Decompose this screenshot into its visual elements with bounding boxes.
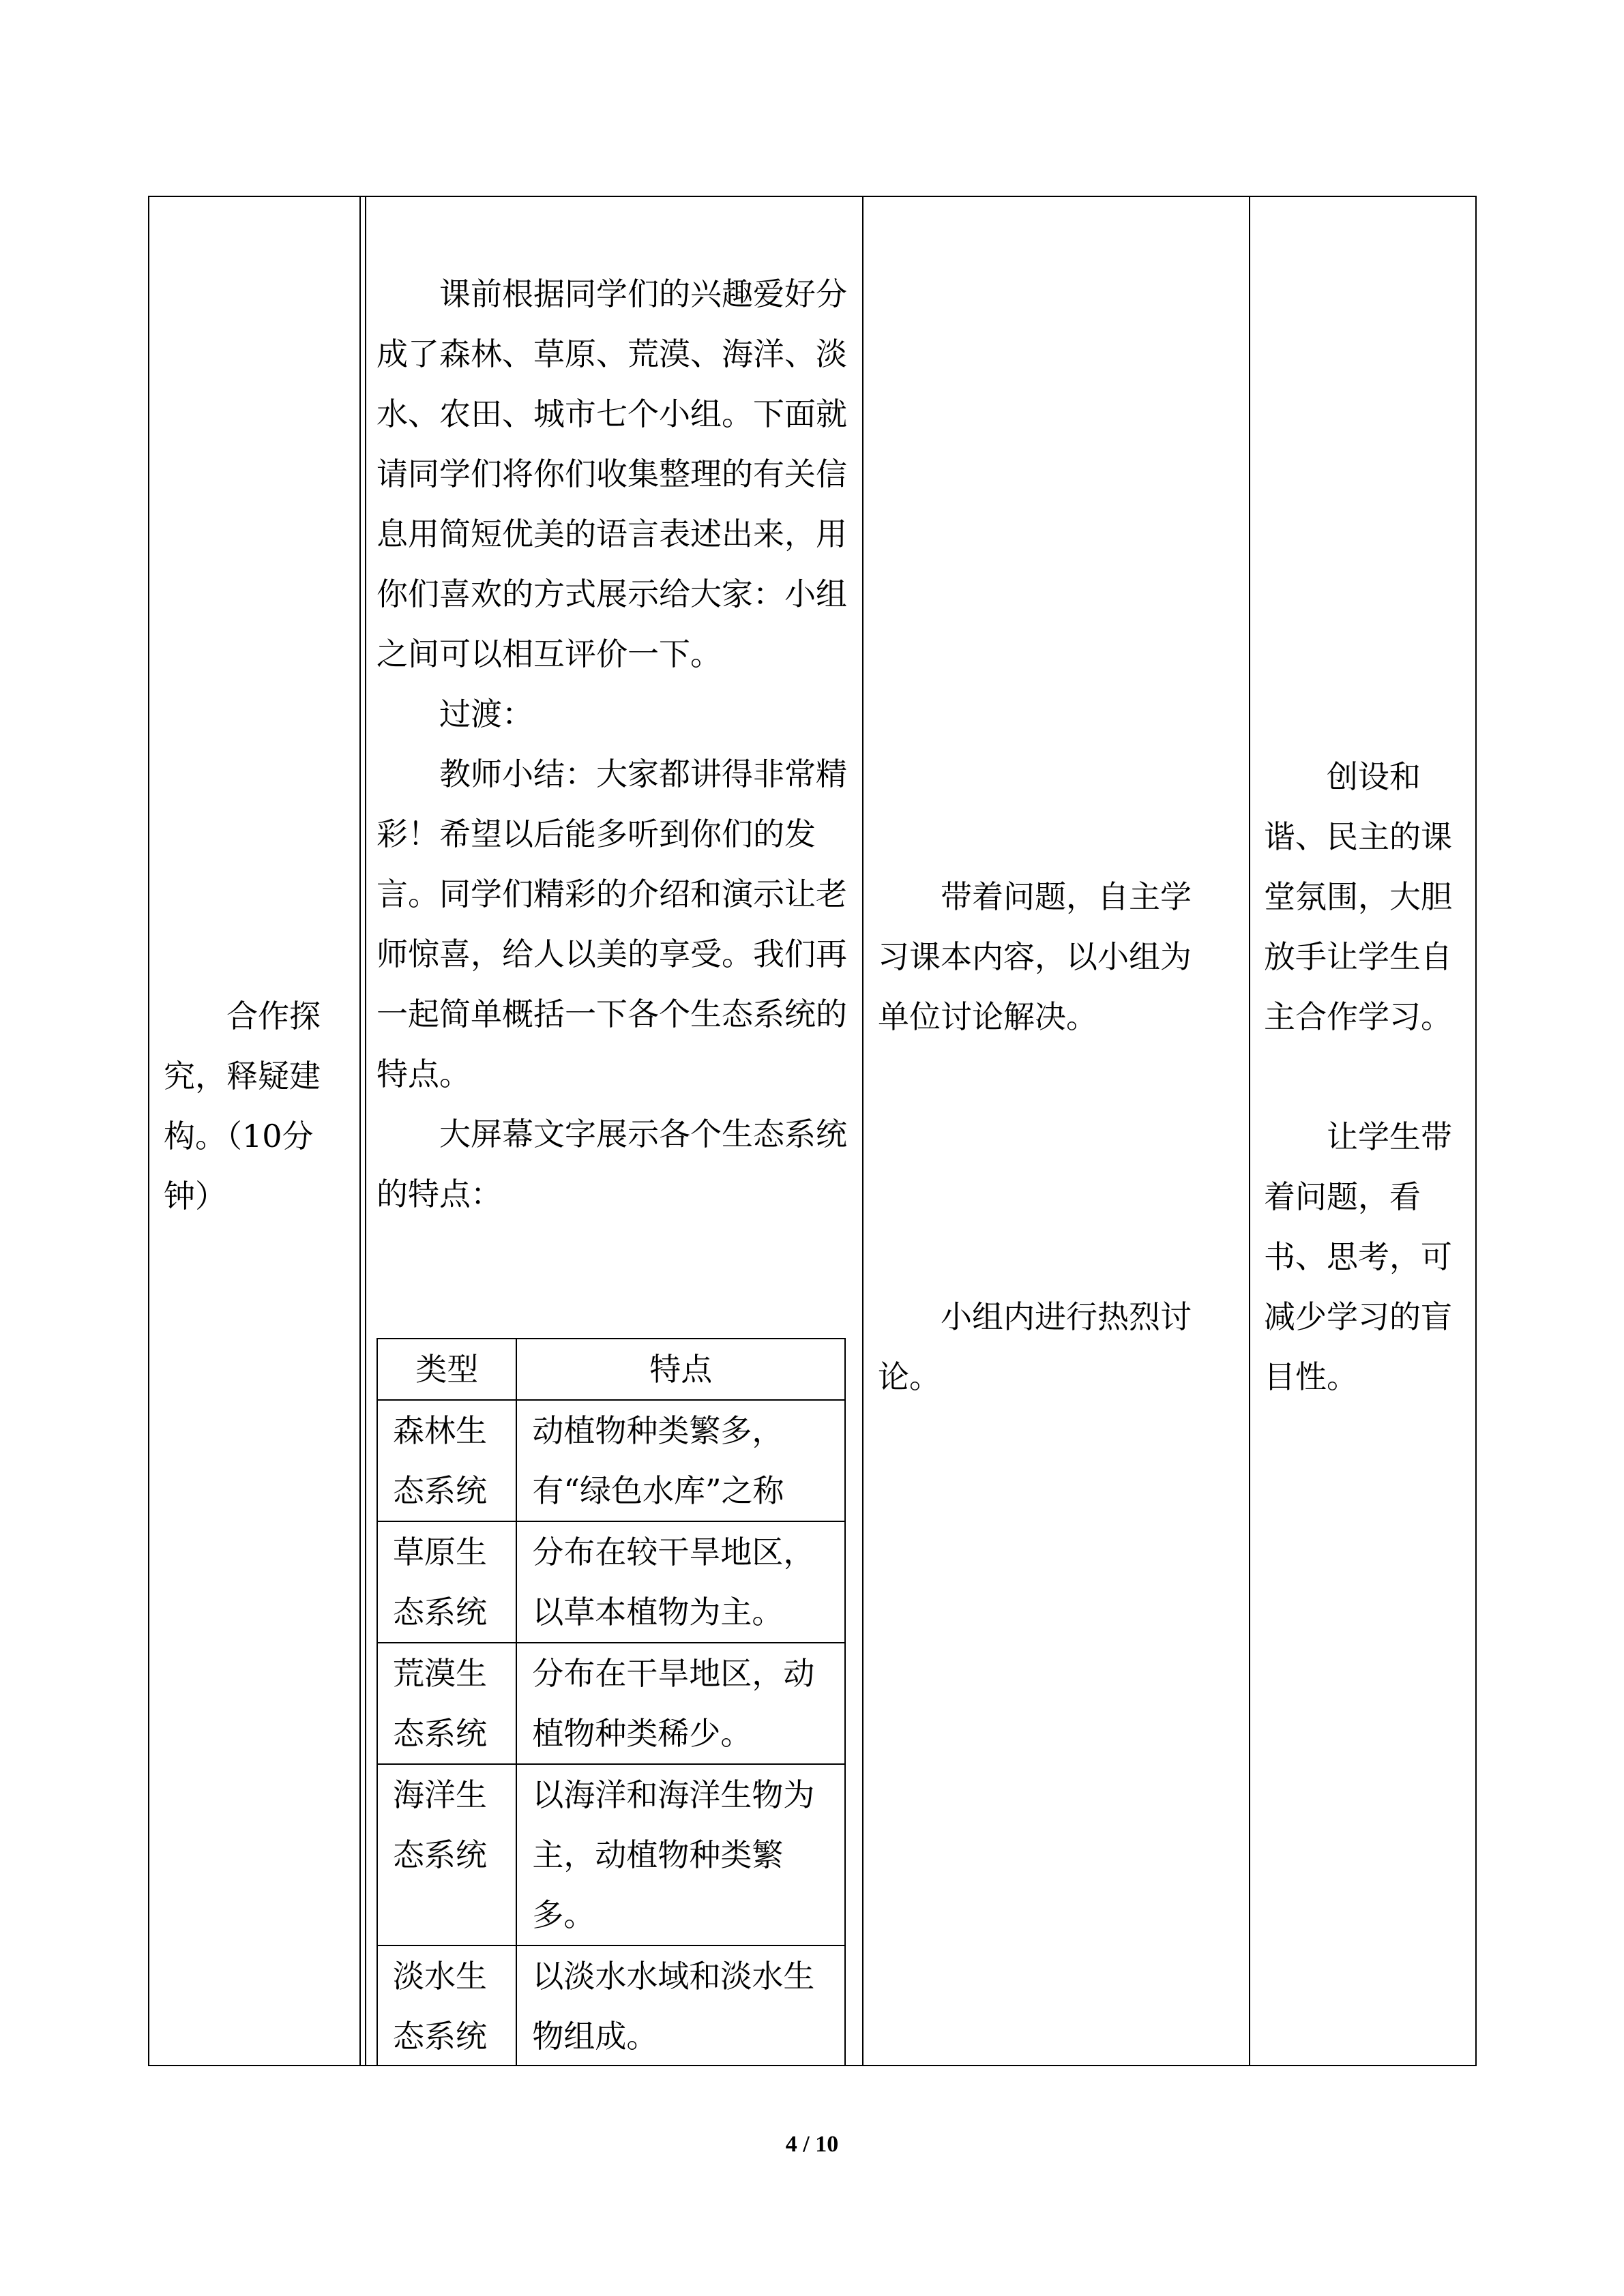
student-paragraph: 小组内进行热烈讨论。 xyxy=(878,1298,1192,1395)
design-intent-cell xyxy=(1264,1107,1462,1407)
design-intent-cell xyxy=(1264,747,1462,1047)
teacher-activity-cell xyxy=(377,264,847,1224)
ecosystem-feature: 以淡水水域和淡水生物组成。 xyxy=(516,1945,845,2066)
table-row xyxy=(377,1400,845,1521)
table-header-row xyxy=(377,1339,845,1400)
column-divider xyxy=(365,196,366,2066)
student-activity-cell xyxy=(878,1287,1219,1407)
ecosystem-type: 草原生态系统 xyxy=(377,1521,516,1643)
ecosystem-feature: 动植物种类繁多，有“绿色水库”之称 xyxy=(516,1400,845,1521)
activity-paragraph: 课前根据同学们的兴趣爱好分成了森林、草原、荒漠、海洋、淡水、农田、城市七个小组。下面就请同学们将你们收集整理的有关信息用简短优美的语言表述出来，用你们喜欢的方式展示给大家：小组之间可以相互评价一下。 xyxy=(377,275,847,672)
ecosystem-table xyxy=(377,1338,846,2066)
ecosystem-type: 淡水生态系统 xyxy=(377,1945,516,2066)
stage-cell xyxy=(164,986,334,1226)
ecosystem-type: 海洋生态系统 xyxy=(377,1764,516,1945)
table-row xyxy=(377,1643,845,1764)
table-row xyxy=(377,1521,845,1643)
table-row xyxy=(377,1945,845,2066)
ecosystem-type: 森林生态系统 xyxy=(377,1400,516,1521)
activity-paragraph: 教师小结：大家都讲得非常精彩！希望以后能多听到你们的发言。同学们精彩的介绍和演示让老师惊喜，给人以美的享受。我们再一起简单概括一下各个生态系统的特点。 xyxy=(377,756,847,1092)
stage-text: 合作探究，释疑建构。（10分钟） xyxy=(164,998,321,1214)
ecosystem-feature: 分布在较干旱地区，以草本植物为主。 xyxy=(516,1521,845,1643)
intent-paragraph: 让学生带着问题，看书、思考，可减少学习的盲目性。 xyxy=(1264,1118,1452,1395)
student-activity-cell xyxy=(878,867,1219,1047)
page-number: 4 / 10 xyxy=(785,2132,839,2157)
column-header-feature: 特点 xyxy=(516,1339,845,1400)
activity-paragraph: 过渡： xyxy=(439,696,533,732)
column-divider xyxy=(359,196,361,2066)
ecosystem-type: 荒漠生态系统 xyxy=(377,1643,516,1764)
student-paragraph: 带着问题，自主学习课本内容，以小组为单位讨论解决。 xyxy=(878,878,1192,1035)
intent-paragraph: 创设和谐、民主的课堂氛围，大胆放手让学生自主合作学习。 xyxy=(1264,758,1452,1035)
column-divider xyxy=(1249,196,1250,2066)
column-divider xyxy=(862,196,863,2066)
activity-paragraph: 大屏幕文字展示各个生态系统的特点： xyxy=(377,1116,847,1212)
ecosystem-feature: 分布在干旱地区，动植物种类稀少。 xyxy=(516,1643,845,1764)
ecosystem-feature: 以海洋和海洋生物为主，动植物种类繁多。 xyxy=(516,1764,845,1945)
table-row xyxy=(377,1764,845,1945)
column-header-type: 类型 xyxy=(377,1339,516,1400)
